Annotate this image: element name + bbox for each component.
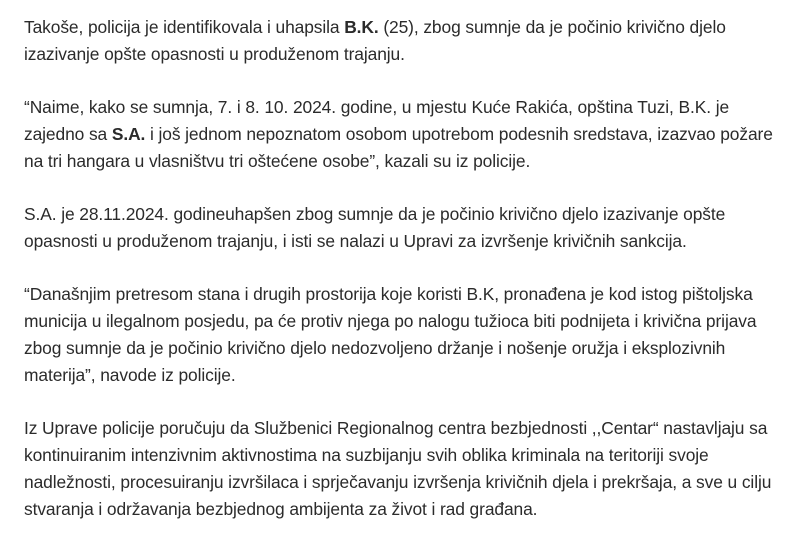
article-paragraph <box>24 281 780 389</box>
paragraph-text: S.A. je 28.11.2024. godineuhapšen zbog sumnje da je počinio krivično djelo izazivanje opšte opasnosti u produženom trajanju, i isti se nalazi u Upravi za izvršenje krivičnih sankcija. <box>24 204 726 251</box>
article-paragraph <box>24 415 780 523</box>
article-paragraph <box>24 201 780 255</box>
paragraph-text: i još jednom nepoznatom osobom upotrebom podesnih sredstava, izazvao požare na tri hangara u vlasništvu tri oštećene osobe”, kazali su iz policije. <box>24 124 773 171</box>
paragraph-text: Iz Uprave policije poručuju da Službenici Regionalnog centra bezbjednosti ,,Centar“ nastavljaju sa kontinuiranim intenzivnim aktivnostima na suzbijanju svih oblika kriminala na teritoriji svoje nadležnosti, procesuiranju izvršilaca i sprječavanju izvršenja krivičnih djela i prekršaja, a sve u cilju stvaranja i održavanja bezbjednog ambijenta za život i rad građana. <box>24 418 772 519</box>
paragraph-text: “Današnjim pretresom stana i drugih prostorija koje koristi B.K, pronađena je kod istog pištoljska municija u ilegalnom posjedu, pa će protiv njega po nalogu tužioca biti podnijeta i krivična prijava zbog sumnje da je počinio krivično djelo nedozvoljeno držanje i nošenje oružja i eksplozivnih materija”, navode iz policije. <box>24 284 757 385</box>
bold-initials: B.K. <box>344 17 379 37</box>
article-paragraph <box>24 94 780 175</box>
paragraph-text: (25), zbog sumnje da je počinio krivično djelo izazivanje opšte opasnosti u produženom trajanju. <box>24 17 726 64</box>
article-paragraph <box>24 14 780 68</box>
paragraph-text: “Naime, kako se sumnja, 7. i 8. 10. 2024. godine, u mjestu Kuće Rakića, opština Tuzi, B.K. je zajedno sa <box>24 97 730 144</box>
paragraph-text: Takoše, policija je identifikovala i uhapsila <box>24 17 345 37</box>
bold-initials: S.A. <box>111 124 146 144</box>
